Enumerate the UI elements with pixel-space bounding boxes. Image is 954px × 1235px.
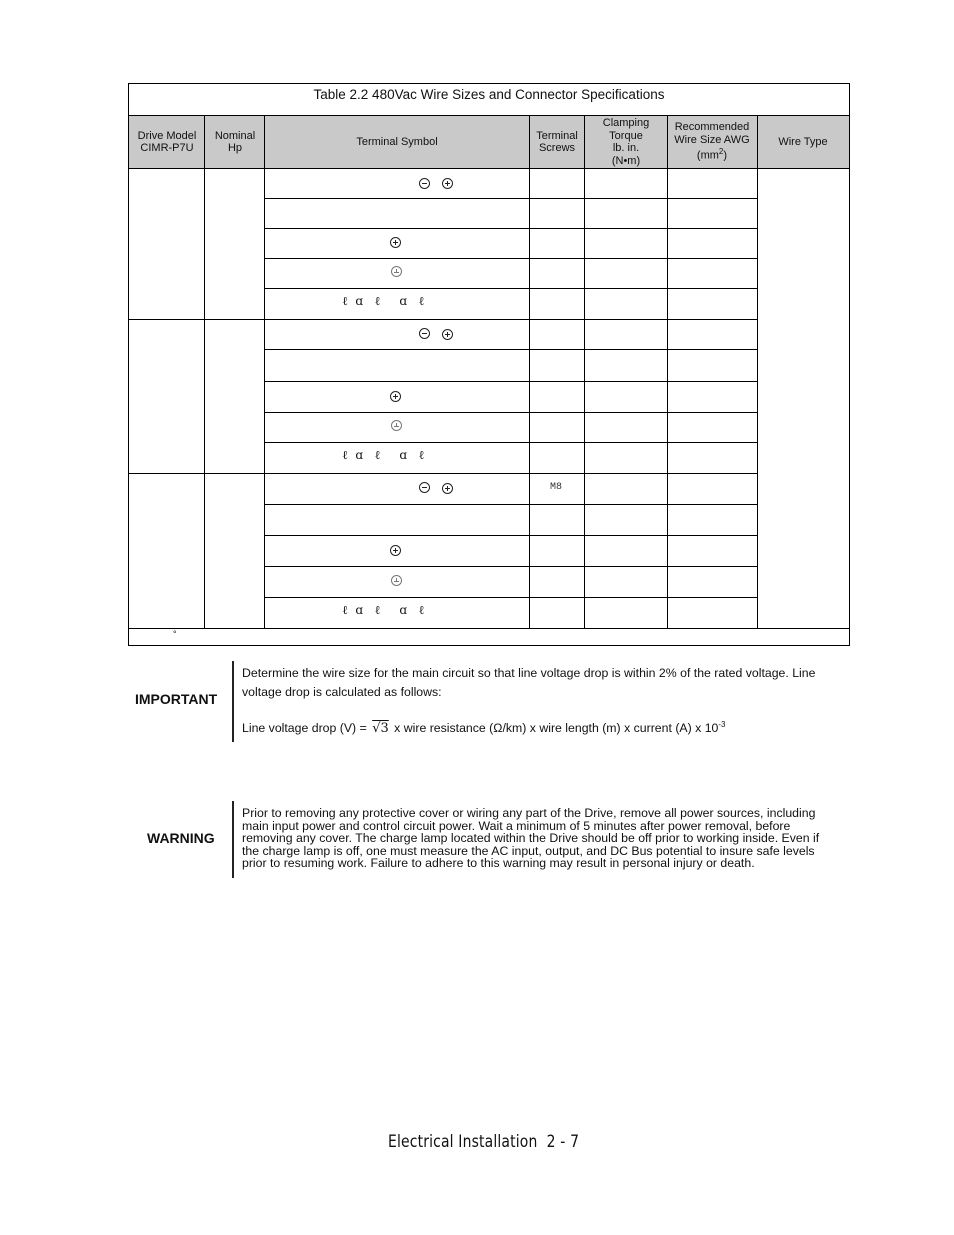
group-separator xyxy=(129,319,757,320)
plus-terminal-icon xyxy=(390,237,401,248)
sqrt3-symbol: √3 xyxy=(372,721,389,737)
plus-terminal-icon xyxy=(390,391,401,402)
header-nominal-hp: Nominal Hp xyxy=(214,129,256,154)
warning-divider xyxy=(232,801,234,878)
important-divider xyxy=(232,661,234,742)
terminal-screw-value: M8 xyxy=(550,482,563,493)
minus-terminal-icon xyxy=(419,482,430,493)
col-divider xyxy=(584,115,585,629)
page-footer: Electrical Installation 2 - 7 xyxy=(388,1132,580,1152)
row-separator xyxy=(265,442,757,443)
row-separator xyxy=(265,288,757,289)
important-line: voltage drop is calculated as follows: xyxy=(242,685,442,699)
row-separator xyxy=(265,349,757,350)
warning-text xyxy=(242,807,842,870)
footnote-separator xyxy=(129,628,849,629)
plus-terminal-icon xyxy=(442,483,453,494)
header-clamping-torque: Clamping Torque lb. in. (N•m) xyxy=(602,117,650,167)
row-separator xyxy=(265,597,757,598)
header-wire-size: Recommended Wire Size AWG $(mm^2)$ xyxy=(674,121,750,163)
plus-terminal-icon xyxy=(442,329,453,340)
terminal-symbol-row: ℓ ɑ ℓ ɑ ℓ xyxy=(342,448,425,462)
warning-line: main input power and control circuit power. Wait a minimum of 5 minutes after power removal, before xyxy=(242,818,791,833)
row-separator xyxy=(265,412,757,413)
header-drive-model: Drive Model CIMR-P7U xyxy=(137,129,197,154)
row-separator xyxy=(265,381,757,382)
row-separator xyxy=(265,504,757,505)
important-label: IMPORTANT xyxy=(135,691,218,707)
voltage-drop-formula: Line voltage drop (V) = √3 x wire resistance (Ω/km) x wire length (m) x current (A) x $10^{-3}$ xyxy=(242,720,726,737)
warning-line: removing any cover. The charge lamp located within the Drive should be off prior to working inside. Even if xyxy=(242,831,820,846)
ground-terminal-icon xyxy=(391,575,402,586)
plus-terminal-icon xyxy=(442,178,453,189)
col-divider xyxy=(757,115,758,629)
header-terminal-symbol: Terminal Symbol xyxy=(356,135,438,148)
row-separator xyxy=(265,198,757,199)
col-divider xyxy=(529,115,530,629)
header-terminal-screws: Terminal Screws xyxy=(536,129,578,154)
row-separator xyxy=(265,535,757,536)
footnote-mark: ° xyxy=(173,629,177,639)
row-separator xyxy=(265,566,757,567)
ground-terminal-icon xyxy=(391,420,402,431)
table-caption: Table 2.2 480Vac Wire Sizes and Connector Specifications xyxy=(313,87,665,102)
warning-line: Prior to removing any protective cover or wiring any part of the Drive, remove all power sources, including xyxy=(242,806,816,820)
row-separator xyxy=(265,228,757,229)
terminal-symbol-row: ℓ ɑ ℓ ɑ ℓ xyxy=(342,603,425,617)
col-divider xyxy=(667,115,668,629)
header-wire-type: Wire Type xyxy=(778,135,828,148)
row-separator xyxy=(265,258,757,259)
minus-terminal-icon xyxy=(419,178,430,189)
important-text xyxy=(242,664,842,702)
warning-label: WARNING xyxy=(147,830,215,846)
col-divider xyxy=(264,115,265,629)
minus-terminal-icon xyxy=(419,328,430,339)
plus-terminal-icon xyxy=(390,545,401,556)
ground-terminal-icon xyxy=(391,266,402,277)
warning-line: prior to resuming work. Failure to adhere to this warning may result in personal injury or death. xyxy=(242,856,755,871)
important-line: Determine the wire size for the main circuit so that line voltage drop is within 2% of the rated voltage. Line xyxy=(242,666,816,680)
warning-line: the charge lamp is off, one must measure the AC input, output, and DC Bus potential to insure safe levels xyxy=(242,843,815,858)
group-separator xyxy=(129,473,757,474)
wire-size-table xyxy=(128,83,850,646)
terminal-symbol-row: ℓ ɑ ℓ ɑ ℓ xyxy=(342,294,425,308)
col-divider xyxy=(204,115,205,629)
